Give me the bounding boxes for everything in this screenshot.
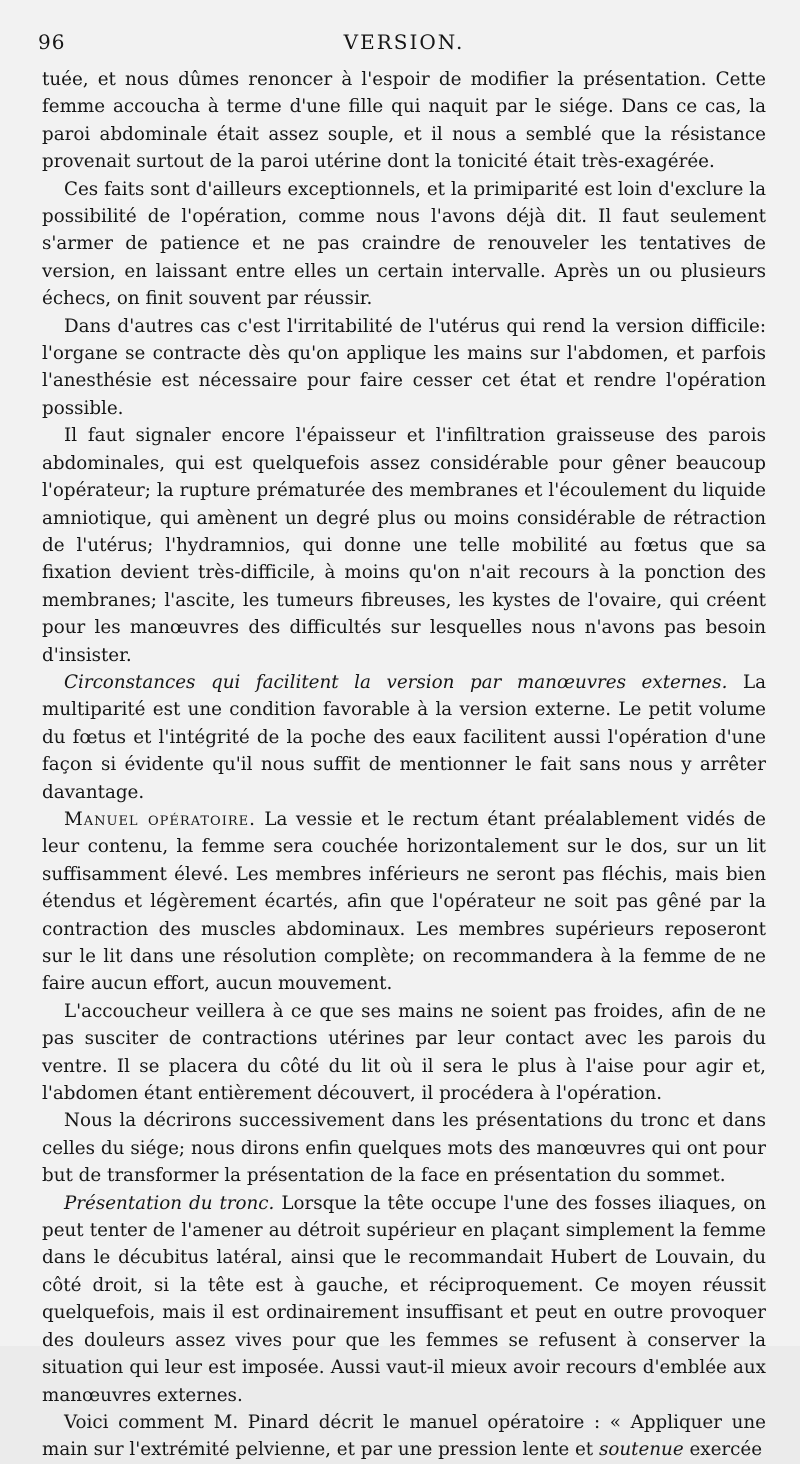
paragraph-text: Voici comment M. Pinard décrit le manuel opératoire : « Appliquer une main sur l'extrémité pelvienne, et par une pression lente et bbox=[42, 1411, 766, 1461]
section-lead: Circonstances qui facilitent la version par manœuvres externes. bbox=[64, 671, 728, 693]
page-number: 96 bbox=[38, 30, 66, 54]
paragraph-operative-procedure bbox=[42, 806, 766, 998]
section-lead: Manuel opératoire. bbox=[64, 808, 256, 830]
paragraph-obstetrician-hands bbox=[42, 998, 766, 1108]
paragraph-text: L'accoucheur veillera à ce que ses mains ne soient pas froides, afin de ne pas susciter de contractions utérines par leur contact avec les parois du ventre. Il se placera du côté du lit où il sera le plus à l'aise pour agir et, l'abdomen étant entièrement découvert, il procédera à l'opération. bbox=[42, 1000, 766, 1105]
paragraph-text: Il faut signaler encore l'épaisseur et l'infiltration graisseuse des parois abdominales, qui est quelquefois assez considérable pour gêner beaucoup l'opérateur; la rupture prématurée des membranes et l'écoulement du liquide amniotique, qui amènent un degré plus ou moins considérable de rétraction de l'utérus; l'hydramnios, qui donne une telle mobilité au fœtus que sa fixation devient très-difficile, à moins qu'on n'ait recours à la ponction des membranes; l'ascite, les tumeurs fibreuses, les kystes de l'ovaire, qui créent pour les manœuvres des difficultés sur lesquelles nous n'avons pas besoin d'insister. bbox=[42, 425, 766, 666]
paragraph-trunk-presentation bbox=[42, 1190, 766, 1409]
paragraph-favorable-circumstances bbox=[42, 669, 766, 806]
paragraph-exceptional-cases bbox=[42, 176, 766, 313]
paragraph-text: La multiparité est une condition favorable à la version externe. Le petit volume du fœtus et l'intégrité de la poche des eaux facilitent aussi l'opération d'une façon si évidente qu'il nous suffit de mentionner le fait sans nous y arrêter davantage. bbox=[42, 671, 767, 803]
paragraph-description-plan bbox=[42, 1107, 766, 1189]
paragraph-text: Dans d'autres cas c'est l'irritabilité de l'utérus qui rend la version difficile: l'organe se contracte dès qu'on applique les mains sur l'abdomen, et parfois l'anesthésie est nécessaire pour faire cesser cet état et rendre l'opération possible. bbox=[42, 315, 766, 419]
paragraph-tail: exercée bbox=[689, 1439, 763, 1461]
paragraph-text: Lorsque la tête occupe l'une des fosses iliaques, on peut tenter de l'amener au détroit supérieur en plaçant simplement la femme dans le décubitus latéral, ainsi que le recommandait Hubert de Louvain, du côté droit, si la tête est à gauche, et réciproquement. Ce moyen réussit quelquefois, mais il est ordinairement insuffisant et peut en outre provoquer des douleurs assez vives pour que les femmes se refusent à conserver la situation qui leur est imposée. Aussi vaut-il mieux avoir recours d'emblée aux manœuvres externes. bbox=[42, 1192, 766, 1406]
running-title: VERSION. bbox=[343, 30, 465, 54]
paragraph-text: Nous la décrirons successivement dans les présentations du tronc et dans celles du siége; nous dirons enfin quelques mots des manœuvres qui ont pour but de transformer la présentation de la face en présentation du sommet. bbox=[42, 1110, 766, 1187]
section-lead: Présentation du tronc. bbox=[64, 1192, 275, 1214]
paragraph-pinard-quote bbox=[42, 1409, 766, 1464]
paragraph-other-difficulties bbox=[42, 422, 766, 669]
page-header bbox=[38, 26, 766, 66]
body-text bbox=[42, 66, 766, 1464]
paragraph-continuation bbox=[42, 66, 766, 176]
paragraph-text: tuée, et nous dûmes renoncer à l'espoir de modifier la présentation. Cette femme accoucha à terme d'une fille qui naquit par le siége. Dans ce cas, la paroi abdominale était assez souple, et il nous a semblé que la résistance provenait surtout de la paroi utérine dont la tonicité était très-exagérée. bbox=[42, 69, 766, 173]
paragraph-uterine-irritability bbox=[42, 313, 766, 423]
paragraph-text: Ces faits sont d'ailleurs exceptionnels, et la primiparité est loin d'exclure la possibilité de l'opération, comme nous l'avons déjà dit. Il faut seulement s'armer de patience et ne pas craindre de renouveler les tentatives de version, en laissant entre elles un certain intervalle. Après un ou plusieurs échecs, on finit souvent par réussir. bbox=[42, 178, 766, 310]
paragraph-text: La vessie et le rectum étant préalablement vidés de leur contenu, la femme sera couchée horizontalement sur le dos, sur un lit suffisamment élevé. Les membres inférieurs ne seront pas fléchis, mais bien étendus et légèrement écartés, afin que l'opérateur ne soit pas gêné par la contraction des muscles abdominaux. Les membres supérieurs reposeront sur le lit dans une résolution complète; on recommandera à la femme de ne faire aucun effort, aucun mouvement. bbox=[42, 808, 766, 995]
emphasized-word: soutenue bbox=[598, 1439, 684, 1461]
